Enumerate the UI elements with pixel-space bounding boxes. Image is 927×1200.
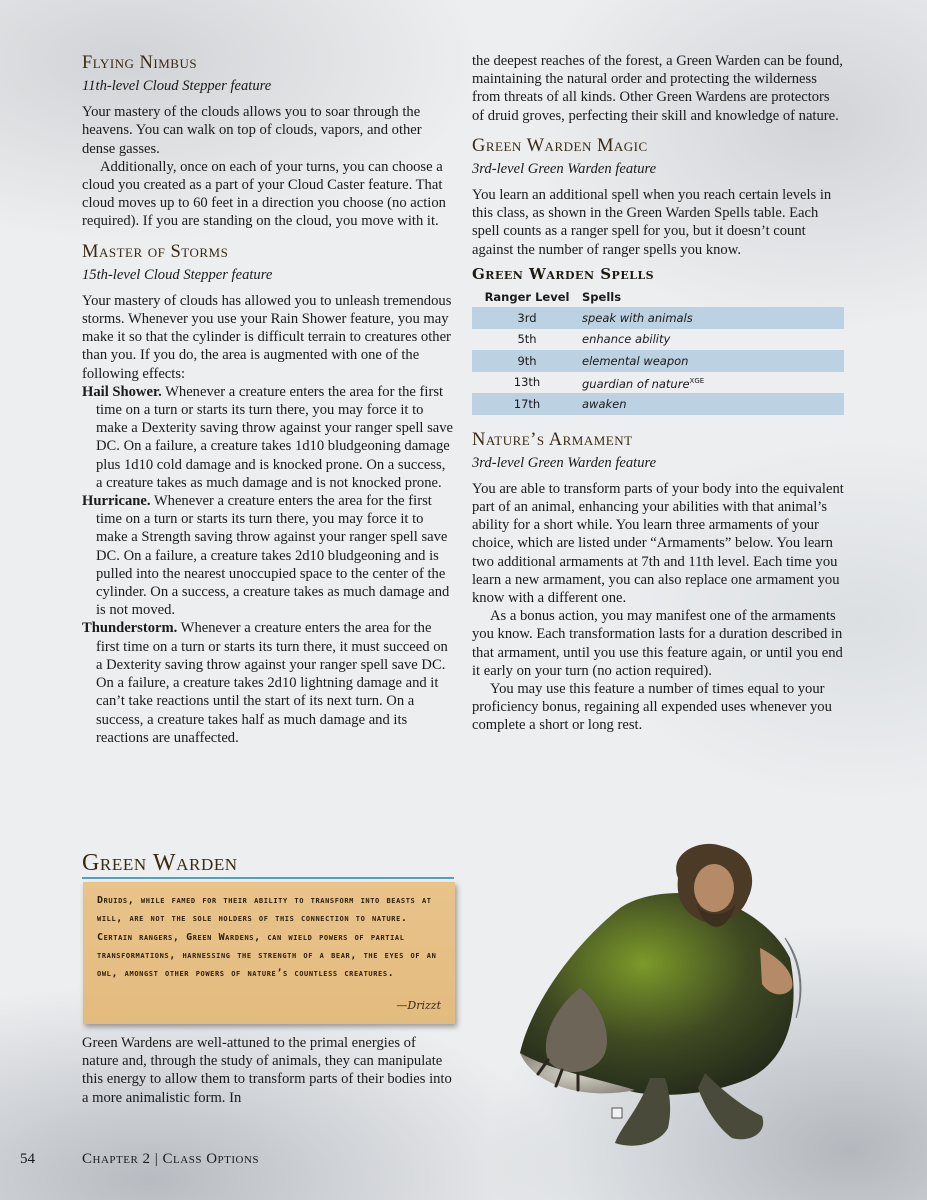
source-superscript: XGE	[689, 376, 705, 385]
page-number: 54	[20, 1151, 35, 1167]
spell-name: awaken	[582, 396, 627, 411]
cell-spell	[582, 307, 844, 329]
master-of-storms-paragraph: Your mastery of clouds has allowed you to unleash tremendous storms. Whenever you use your Rain Shower feature, you may make it so that the cylinder is difficult terrain to creatures other than you. If you do, the area is augmented with one of the following effects:	[82, 292, 452, 382]
natures-armament-paragraph-1: You are able to transform parts of your body into the equivalent part of an animal, enhancing your abilities with that animal’s ability for a short while. You learn three armaments of your choice, which are listed under “Armaments” below. You learn two additional armaments at 7th and 11th level. Each time you learn a new armament, you can also replace one armament you know with a different one.	[472, 480, 844, 606]
effect-text: Whenever a creature enters the area for the first time on a turn or starts its turn there, it must succeed on a Dexterity saving throw against your ranger spell save DC. On a failure, a creature takes 2d10 lightning damage and it can’t take reactions until the start of its next turn. On a success, a creature takes half as much damage and its reactions are unaffected.	[96, 620, 448, 746]
cell-level: 13th	[513, 375, 541, 390]
green-warden-magic-paragraph: You learn an additional spell when you reach certain levels in this class, as shown in the Green Warden Spells table. Each spell counts as a ranger spell for you, but it doesn’t count against the number of ranger spells you know.	[472, 187, 832, 258]
effect-name: Hail Shower.	[82, 383, 162, 400]
flying-nimbus-heading: Flying Nimbus	[82, 53, 198, 73]
green-warden-spells-table	[472, 287, 844, 415]
chapter-footer-title: Chapter 2 | Class Options	[82, 1151, 260, 1167]
flying-nimbus-paragraph-1: Your mastery of the clouds allows you to soar through the heavens. You can walk on top of clouds, vapors, and other dense gasses.	[82, 104, 422, 157]
flying-nimbus-subtitle: 11th-level Cloud Stepper feature	[82, 78, 272, 94]
effect-hurricane	[82, 492, 454, 619]
green-warden-intro-continued: the deepest reaches of the forest, a Green Warden can be found, maintaining the natural order and protecting the wilderness from threats of all kinds. Other Green Wardens are protectors of druid groves, perfecting their skill and knowledge of nature.	[472, 53, 843, 124]
note-text: Druids, while famed for their ability to transform into beasts at will, are not the sole holders of this connection to nature. Certain rangers, Green Wardens, can wield powers of partial transformations, harnessing the strength of a bear, the eyes of an owl, amongst other powers of nature’s countless creatures.	[97, 895, 437, 980]
natures-armament-paragraph-2: As a bonus action, you may manifest one of the armaments you know. Each transformation lasts for a duration described in that armament, until you use this feature again, or until you end it early on your turn (no action required).	[472, 608, 843, 679]
green-warden-illustration	[500, 838, 910, 1158]
cell-spell	[582, 393, 844, 415]
green-warden-intro: Green Wardens are well-attuned to the primal energies of nature and, through the study of animals, they can manipulate this energy to allow them to transform parts of their bodies into a more animalistic form. In	[82, 1035, 452, 1106]
table-header-row	[472, 287, 844, 307]
spell-name: enhance ability	[582, 332, 671, 347]
effect-thunderstorm	[82, 619, 454, 746]
spell-name: speak with animals	[582, 310, 693, 325]
cell-level: 17th	[472, 393, 582, 415]
left-column	[82, 52, 454, 747]
master-of-storms-heading: Master of Storms	[82, 241, 229, 262]
cell-level: 3rd	[472, 307, 582, 329]
table-row	[472, 372, 844, 394]
cell-spell	[582, 350, 844, 372]
spell-name: guardian of nature	[582, 376, 690, 391]
table-row	[472, 393, 844, 415]
flying-nimbus-paragraph-2: Additionally, once on each of your turns, you can choose a cloud you created as a part of your Cloud Caster feature. That cloud moves up to 60 feet in a direction you choose (no action required). If you are standing on the cloud, you move with it.	[82, 158, 446, 230]
green-warden-magic-heading: Green Warden Magic	[472, 135, 648, 156]
green-warden-heading: Green Warden	[82, 850, 454, 879]
effect-name: Thunderstorm.	[82, 620, 178, 637]
note-signature: —Drizzt	[396, 999, 441, 1012]
natures-armament-subtitle: 3rd-level Green Warden feature	[472, 454, 657, 471]
cell-level: 9th	[472, 350, 582, 372]
effect-text: Whenever a creature enters the area for the first time on a turn or starts its turn there, you may force it to make a Dexterity saving throw against your ranger spell save DC. On a failure, a creature takes 1d10 bludgeoning damage plus 1d10 cold damage and is knocked prone. On a success, a creature takes as much damage and is not knocked prone.	[96, 383, 454, 491]
drizzt-sidebar-note	[83, 882, 455, 1024]
spell-name: elemental weapon	[582, 353, 689, 368]
natures-armament-paragraph-3: You may use this feature a number of times equal to your proficiency bonus, regaining all expended uses whenever you complete a short or long rest.	[472, 680, 832, 734]
cell-spell	[582, 372, 844, 394]
right-column	[472, 52, 844, 735]
effect-hail-shower	[82, 383, 454, 492]
table-row	[472, 329, 844, 351]
column-header-ranger-level: Ranger Level	[484, 289, 570, 304]
column-header-spells: Spells	[582, 289, 622, 304]
spells-table-title: Green Warden Spells	[472, 264, 655, 283]
table-row	[472, 350, 844, 372]
natures-armament-heading: Nature’s Armament	[472, 429, 633, 450]
cell-level: 5th	[517, 332, 537, 347]
effect-text: Whenever a creature enters the area for the first time on a turn or starts its turn there, you may force it to make a Strength saving throw against your ranger spell save DC. On a failure, a creature takes 2d10 bludgeoning and is pulled into the nearest unoccupied space to the center of the cylinder. On a success, a creature takes as much damage and is not moved.	[96, 493, 450, 619]
green-warden-magic-subtitle: 3rd-level Green Warden feature	[472, 160, 657, 177]
cell-spell	[582, 329, 844, 351]
image-placeholder-icon	[612, 1108, 622, 1118]
table-row	[472, 307, 844, 329]
master-of-storms-subtitle: 15th-level Cloud Stepper feature	[82, 266, 273, 283]
effect-name: Hurricane.	[82, 493, 151, 510]
